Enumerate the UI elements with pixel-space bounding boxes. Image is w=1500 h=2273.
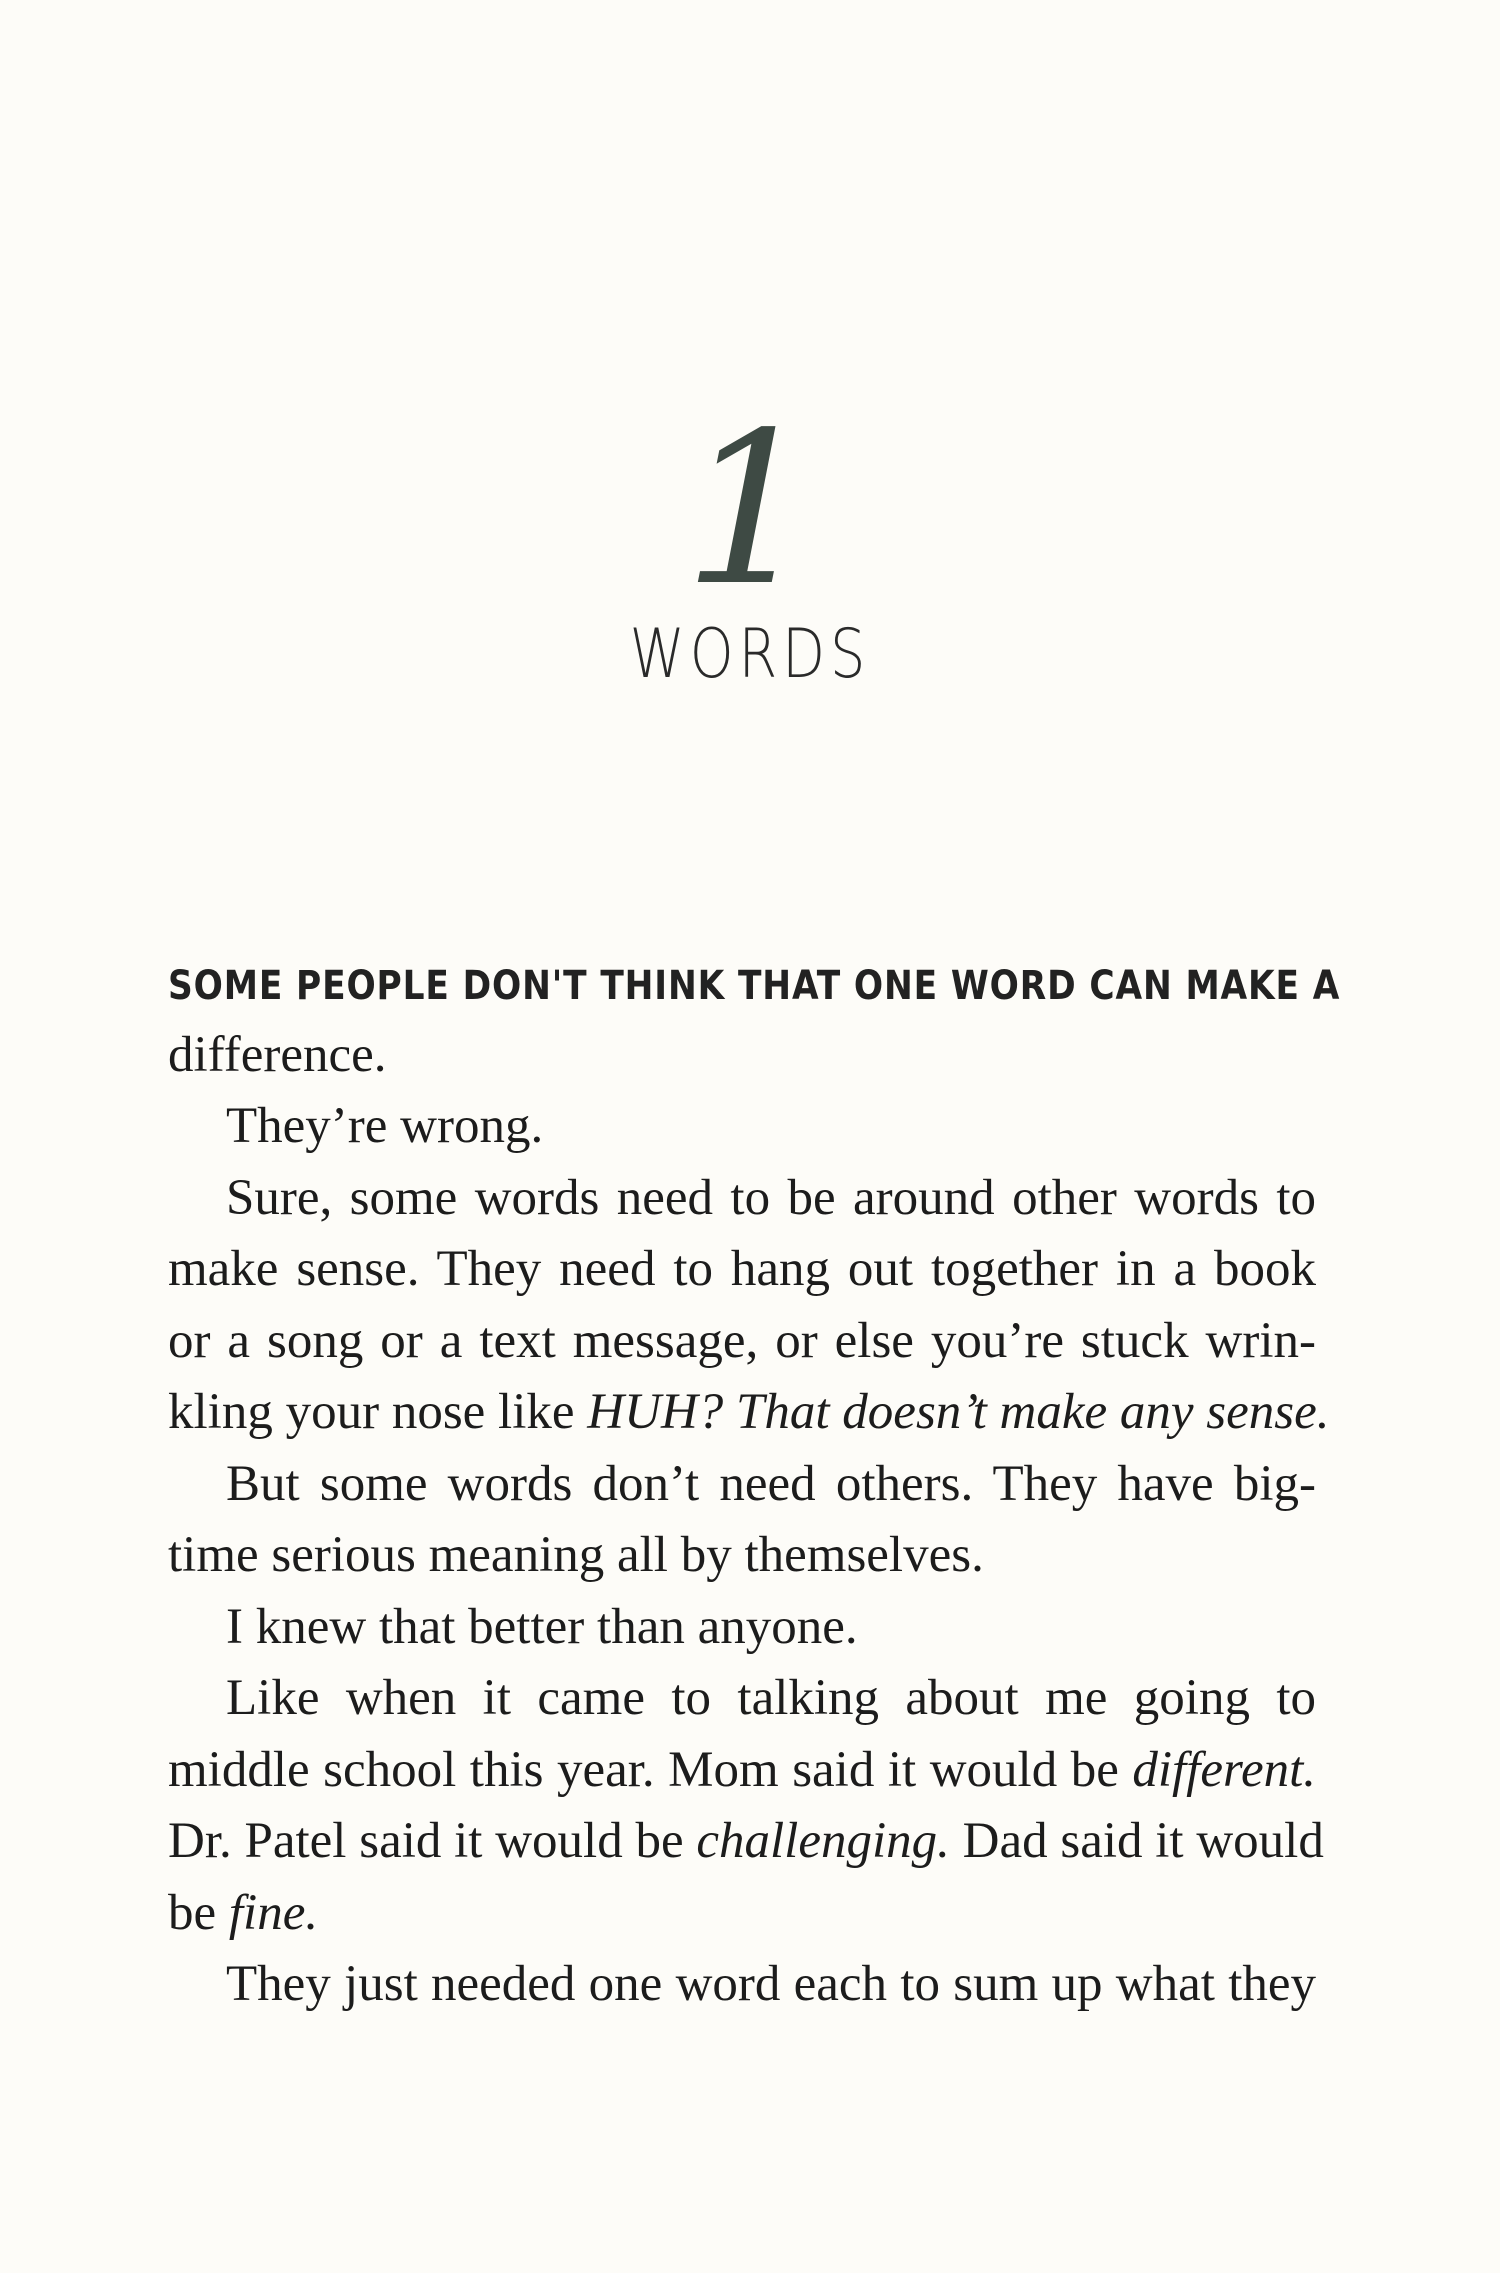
italic-phrase: HUH? That doesn’t make any sense.	[587, 1384, 1330, 1440]
text-line: Dr. Patel said it would be challenging. Dad said it would	[168, 1813, 1324, 1869]
chapter-body-text	[168, 948, 1341, 2021]
text-line: They’re wrong.	[226, 1098, 544, 1154]
text-line: or a song or a text message, or else you’re stuck wrin-	[168, 1312, 1316, 1369]
text-line: But some words don’t need others. They have big-	[226, 1455, 1316, 1512]
italic-word: fine.	[228, 1884, 319, 1941]
chapter-number: 1	[683, 387, 817, 632]
text-line: make sense. They need to hang out together in a book	[168, 1241, 1316, 1297]
text-line: I knew that better than anyone.	[226, 1598, 858, 1655]
italic-word: different.	[1132, 1741, 1316, 1798]
text-line: difference.	[168, 1026, 387, 1083]
text-line: Sure, some words need to be around other words to	[226, 1169, 1316, 1226]
lead-in-caps: SOME PEOPLE DON'T THINK THAT ONE WORD CAN MAKE A	[168, 963, 1341, 1009]
text-line: be fine.	[168, 1884, 319, 1941]
chapter-title: WORDS	[629, 615, 871, 694]
text-line: Like when it came to talking about me going to	[226, 1670, 1316, 1726]
text-line: They just needed one word each to sum up what they	[226, 1956, 1316, 2012]
text-line: time serious meaning all by themselves.	[168, 1527, 984, 1583]
text-line	[168, 948, 1341, 1020]
italic-word: challenging.	[696, 1813, 950, 1869]
text-line: middle school this year. Mom said it would be different.	[168, 1741, 1316, 1798]
text-line: kling your nose like HUH? That doesn’t make any sense.	[168, 1384, 1330, 1440]
